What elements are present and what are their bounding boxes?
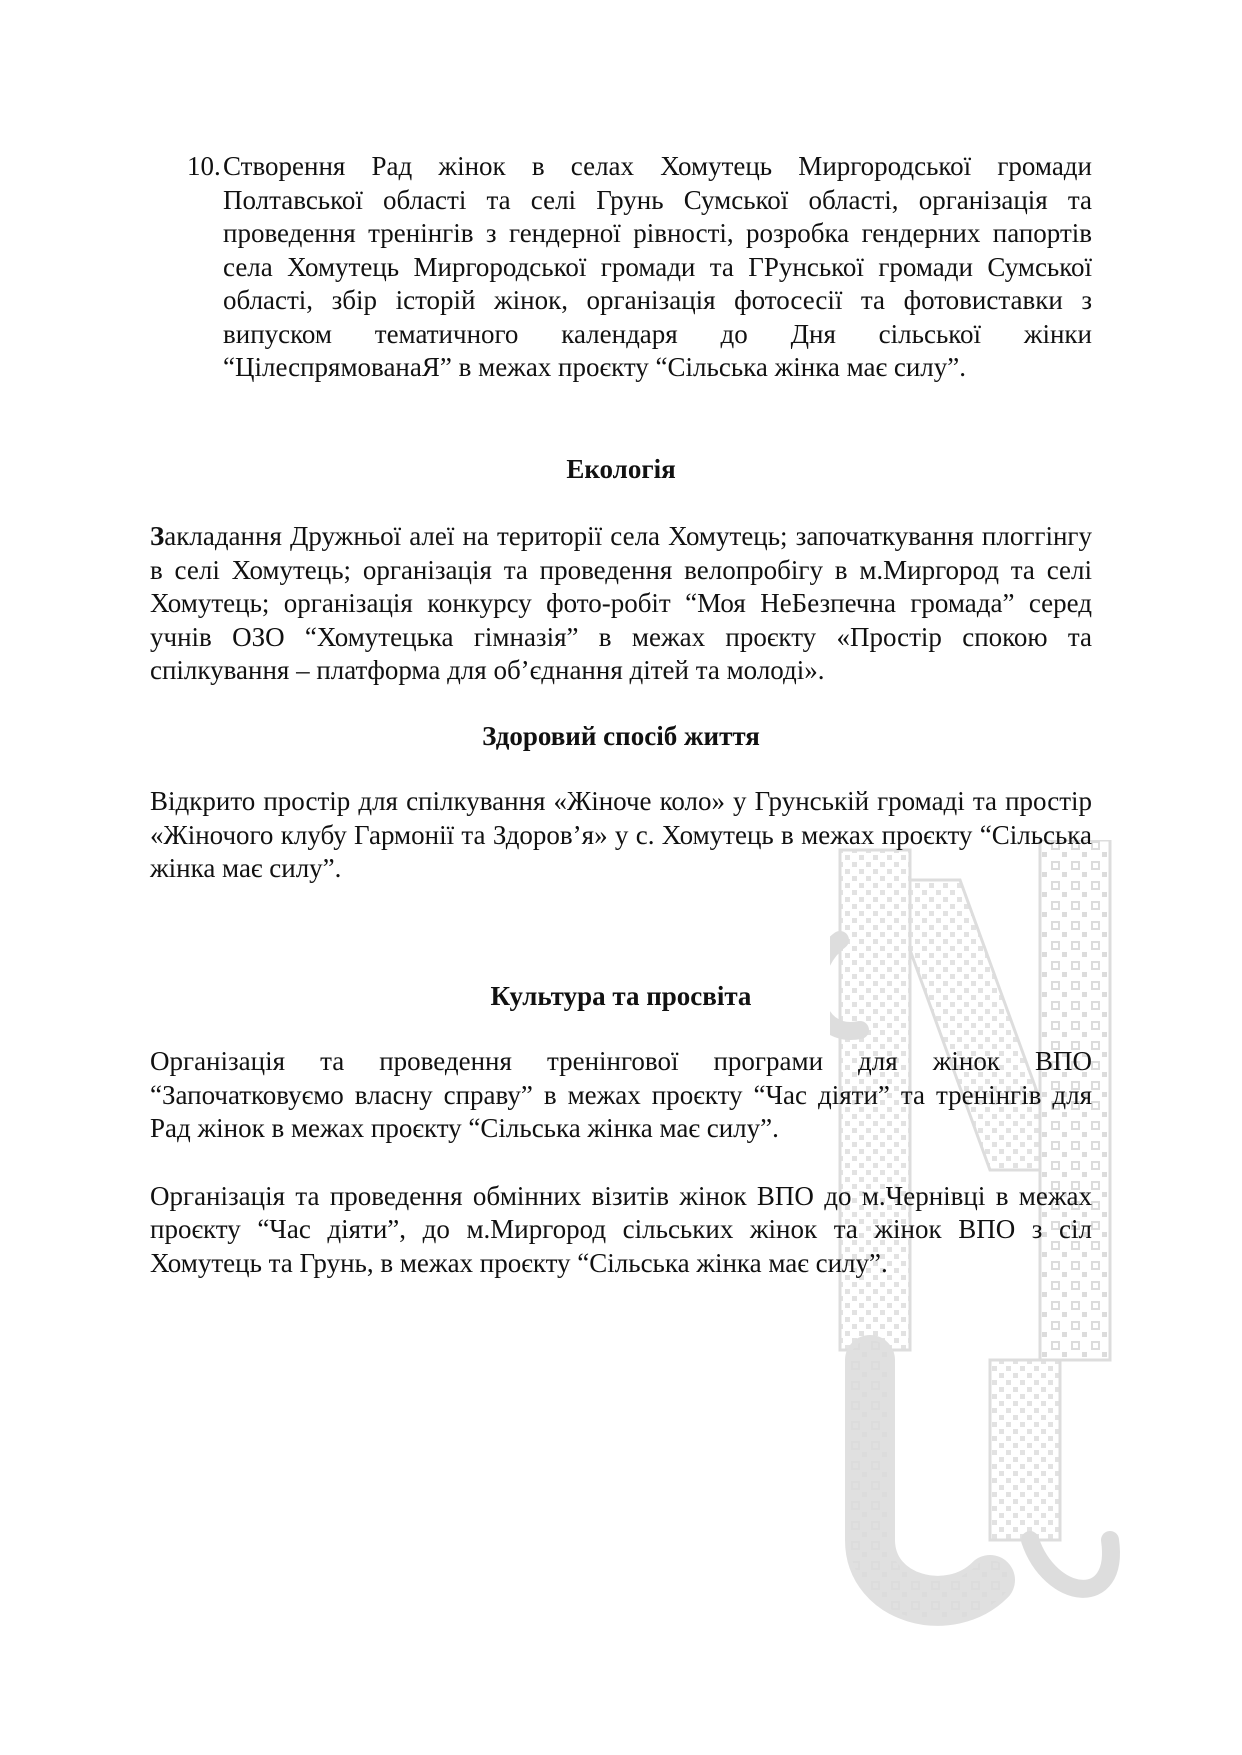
section-culture-paragraph-2: Організація та проведення обмінних візитів жінок ВПО до м.Чернівці в межах проєкту “Час діяти”, до м.Миргород сільських жінок та жінок ВПО з сіл Хомутець та Грунь, в межах проєкту “Сільська жінка має силу”. [150,1180,1092,1278]
section-heading-culture: Культура та просвіта [490,980,752,1011]
section-heading-ecology: Екологія [566,453,676,484]
document-body [150,150,1092,1280]
list-item [150,150,1092,385]
list-item-text: Створення Рад жінок в селах Хомутець Миргородської громади Полтавської області та селі Грунь Сумської області, організація та проведення тренінгів з гендерної рівності, розробка гендерних папортів села Хомутець Миргородської громади та ГРунської громади Сумської області, збір історій жінок, організація фотосесії та фотовиставки з випуском тематичного календаря до Дня сільської жінки “ЦілеспрямованаЯ” в межах проєкту “Сільська жінка має силу”. [223,151,1092,382]
list-item-number: 10. [187,151,221,181]
paragraph-text: акладання Дружньої алеї на території села Хомутець; започаткування плоггінгу в селі Хомутець; організація та проведення велопробігу в м.Миргород та селі Хомутець; організація конкурсу фото-робіт “Моя НеБезпечна громада” серед учнів ОЗО “Хомутецька гімназія” в межах проєкту «Простір спокою та спілкування – платформа для об’єднання дітей та молоді». [150,521,1092,685]
section-culture-paragraph-1: Організація та проведення тренінгової програми для жінок ВПО “Започатковуємо власну справу” в межах проєкту “Час діяти” та тренінгів для Рад жінок в межах проєкту “Сільська жінка має силу”. [150,1046,1092,1143]
section-heading-health: Здоровий спосіб життя [482,720,760,751]
section-ecology-text [150,520,1092,688]
first-letter: З [150,521,165,551]
section-health-text: Відкрито простір для спілкування «Жіноче коло» у Грунській громаді та простір «Жіночого клубу Гармонії та Здоров’я» у с. Хомутець в межах проєкту “Сільська жінка має силу”. [150,786,1092,883]
